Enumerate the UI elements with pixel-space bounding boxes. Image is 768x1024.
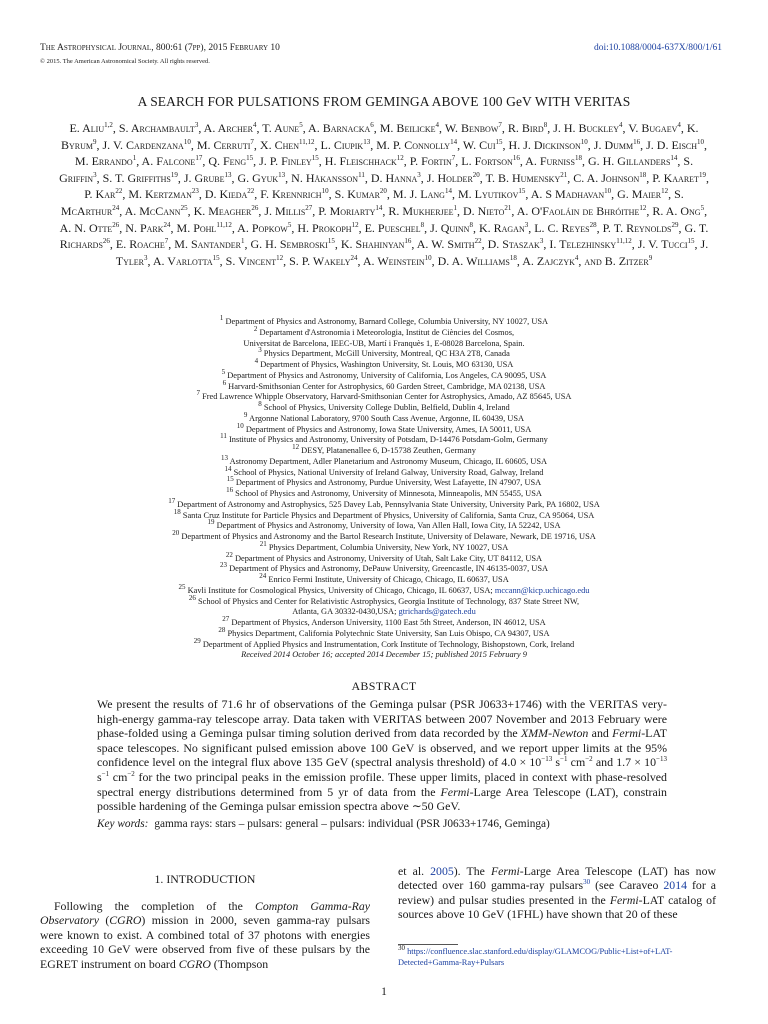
affiliation-text: Harvard-Smithsonian Center for Astrophysics, 60 Garden Street, Cambridge, MA 02138, USA [228, 381, 546, 391]
paper-title: A SEARCH FOR PULSATIONS FROM GEMINGA ABOVE 100 GeV WITH VERITAS [137, 94, 631, 109]
affiliation-number: 28 [218, 625, 226, 634]
affiliation-text: Astronomy Department, Adler Planetarium and Astronomy Museum, Chicago, IL 60605, USA [229, 456, 548, 466]
section-heading-introduction: 1. INTRODUCTION [154, 872, 256, 886]
affiliation-line [40, 486, 728, 500]
affiliation-text: Department of Physics and Astronomy and the Bartol Research Institute, University of Delaware, Newark, DE 19716, USA [181, 532, 596, 541]
keywords [97, 818, 697, 830]
intro-paragraph-right: et al. 2005). The Fermi-Large Area Telescope (LAT) has now detected over 160 gamma-ray pulsars$^{30}$ (see Caraveo 2014 for a review) and pulsar studies presented in the Fermi-LAT catalog of sources above 10 GeV (1FHL) have shown that 20 of these [398, 864, 717, 922]
affiliation-line [40, 572, 728, 586]
affiliation-line [40, 378, 728, 393]
affiliation-text: Department of Physics and Astronomy, University of California, Los Angeles, CA 90095, USA [227, 370, 547, 380]
footnote-number: 30 [398, 944, 405, 953]
copyright-notice: © 2015. The American Astronomical Society. All rights reserved. [40, 58, 210, 65]
affiliation-text: Department of Physics, Anderson University, 1100 East 5th Street, Anderson, IN 46012, USA [231, 618, 546, 627]
affiliation-text: Fred Lawrence Whipple Observatory, Harvard-Smithsonian Center for Astrophysics, Amado, AZ 85645, USA [202, 392, 572, 402]
affiliation-number: 23 [219, 561, 227, 570]
keywords-text: gamma rays: stars – pulsars: general – pulsars: individual (PSR J0633+1746, Geminga) [154, 818, 550, 830]
affiliation-text: Department of Physics and Astronomy, DePauw University, Greencastle, IN 46135-0037, USA [229, 564, 549, 574]
affiliation-text: Department of Physics and Astronomy, Iowa State University, Ames, IA 50011, USA [245, 424, 532, 434]
affiliation-text: Department of Physics and Astronomy, Purdue University, West Lafayette, IN 47907, USA [235, 478, 542, 488]
affiliation-line [40, 400, 728, 414]
affiliation-line [40, 561, 728, 575]
journal-citation: The Astrophysical Journal, 800:61 (7pp), 2015 February 10 [40, 43, 280, 53]
affiliation-number: 21 [259, 539, 267, 548]
affiliation-text: Department of Physics and Astronomy, University of Iowa, Van Allen Hall, Iowa City, IA 52242, USA [216, 521, 561, 531]
affiliation-text: Physics Department, California Polytechnic State University, San Luis Obispo, CA 94307, USA [227, 628, 550, 638]
affiliation-line [40, 464, 728, 479]
affiliation-text: Department of Applied Physics and Instrumentation, Cork Institute of Technology, Bishopstown, Cork, Ireland [202, 639, 575, 649]
affiliation-text: School of Physics and Astronomy, University of Minnesota, Minneapolis, MN 55455, USA [235, 489, 542, 498]
affiliation-number: 18 [173, 507, 181, 516]
citation-link[interactable]: 2005 [430, 864, 454, 878]
affiliation-line [40, 339, 728, 350]
page-number: 1 [381, 986, 387, 998]
affiliation-text: Department of Physics, Washington University, St. Louis, MO 63130, USA [260, 360, 514, 369]
affiliation-line [40, 410, 728, 425]
affiliation-number: 7 [196, 389, 201, 398]
affiliation-line [40, 357, 728, 371]
affiliation-number: 1 [219, 314, 224, 323]
affiliation-line [40, 529, 728, 543]
affiliation-text: DESY, Platanenallee 6, D-15738 Zeuthen, Germany [301, 446, 476, 455]
affiliation-number: 24 [259, 572, 267, 581]
doi-link-text[interactable]: doi:10.1088/0004-637X/800/1/61 [594, 43, 722, 53]
affiliation-number: 19 [207, 518, 215, 527]
affiliation-line [40, 582, 728, 597]
affiliation-line [40, 518, 728, 532]
intro-paragraph-left: Following the completion of the Compton Gamma-Ray Observatory (CGRO) mission in 2000, seven gamma-ray pulsars were known to exist. A combined total of 37 photons with energies exceeding 10 GeV were observed from five of these pulsars by the EGRET instrument on board CGRO (Thompson [40, 899, 370, 971]
affiliation-line [40, 615, 728, 629]
citation-link[interactable]: 2014 [663, 878, 687, 893]
affiliation-number: 2 [253, 324, 258, 333]
affiliation-text: Physics Department, Columbia University, New York, NY 10027, USA [268, 542, 509, 552]
affiliation-text: Institute of Physics and Astronomy, University of Potsdam, D-14476 Potsdam-Golm, Germany [228, 435, 548, 445]
affiliation-line [40, 625, 728, 640]
affiliation-text: Universitat de Barcelona, IEEC-UB, Martí i Franquès 1, E-08028 Barcelona, Spain. [243, 338, 525, 348]
affiliation-items [40, 314, 728, 650]
footnote-30 [398, 944, 716, 968]
affiliation-text: Argonne National Laboratory, 9700 South Cass Avenue, Argonne, IL 60439, USA [249, 413, 525, 423]
affiliation-number: 8 [258, 400, 262, 409]
affiliation-text: Atlanta, GA 30332-0430,USA; [292, 607, 399, 617]
affiliation-list [40, 314, 728, 661]
affiliation-line [40, 314, 728, 328]
keywords-label: Key words: [97, 818, 149, 830]
affiliation-text: School of Physics, National University of Ireland Galway, University Road, Galway, Ireland [233, 467, 544, 477]
affiliation-number: 20 [172, 529, 180, 538]
citation-link[interactable]: 30 [583, 878, 591, 887]
affiliation-line [40, 475, 728, 489]
affiliation-text: Santa Cruz Institute for Particle Physics and Department of Physics, University of California, Santa Cruz, CA 95064, USA [182, 510, 595, 520]
affiliation-number: 22 [225, 550, 233, 559]
affiliation-number: 9 [243, 410, 248, 419]
affiliation-number: 13 [220, 453, 228, 462]
affiliation-line [40, 432, 728, 446]
affiliation-line [40, 636, 728, 651]
affiliation-line [40, 443, 728, 457]
affiliation-text: Kavli Institute for Cosmological Physics, University of Chicago, Chicago, IL 60637, USA; [187, 585, 495, 595]
affiliation-text: Enrico Fermi Institute, University of Chicago, Chicago, IL 60637, USA [268, 575, 509, 584]
affiliation-line [40, 593, 728, 608]
affiliation-email-link[interactable]: gtrichards@gatech.edu [398, 607, 476, 617]
affiliation-text: Department of Physics and Astronomy, Barnard College, Columbia University, NY 10027, USA [225, 317, 549, 326]
affiliation-number: 25 [178, 582, 186, 591]
abstract-heading: ABSTRACT [351, 679, 417, 693]
affiliation-line [40, 539, 728, 554]
affiliation-line [40, 507, 728, 522]
affiliation-number: 4 [254, 357, 259, 366]
affiliation-line [40, 389, 728, 403]
affiliation-line [40, 367, 728, 382]
affiliation-line [40, 324, 728, 339]
affiliation-number: 14 [224, 464, 232, 473]
affiliation-line [40, 346, 728, 360]
footnote-link[interactable]: https://confluence.slac.stanford.edu/display/GLAMCOG/Public+List+of+LAT-Detected+Gamma-Ray+Pulsars [398, 947, 673, 967]
affiliation-number: 6 [222, 378, 227, 387]
received-dates: Received 2014 October 16; accepted 2014 December 15; published 2015 February 9 [241, 650, 527, 660]
affiliation-number: 12 [292, 443, 300, 452]
footnote-divider [398, 944, 458, 945]
affiliation-text: Departament d'Astronomia i Meteorologia, Institut de Ciències del Cosmos, [259, 327, 515, 337]
affiliation-line [40, 607, 728, 618]
affiliation-number: 10 [236, 421, 244, 430]
affiliation-number: 15 [226, 475, 234, 484]
affiliation-line [40, 421, 728, 436]
affiliation-text: Department of Physics and Astronomy, University of Utah, Salt Lake City, UT 84112, USA [234, 553, 543, 563]
affiliation-number: 3 [258, 346, 262, 355]
author-list: E. Aliu$^{1,2}$, S. Archambault$^3$, A. Archer$^4$, T. Aune$^5$, A. Barnacka$^6$, M. Beilicke$^4$, W. Benbow$^7$, R. Bird$^8$, J. H. Buckley$^4$, V. Bugaev$^4$, K. Byrum$^9$, J. V. Cardenzana$^{10}$, M. Cerruti$^7$, X. Chen$^{11,12}$, L. Ciupik$^{13}$, M. P. Connolly$^{14}$, W. Cui$^{15}$, H. J. Dickinson$^{10}$, J. Dumm$^{16}$, J. D. Eisch$^{10}$, M. Errando$^1$, A. Falcone$^{17}$, Q. Feng$^{15}$, J. P. Finley$^{15}$, H. Fleischhack$^{12}$, P. Fortin$^7$, L. Fortson$^{16}$, A. Furniss$^{18}$, G. H. Gillanders$^{14}$, S. Griffin$^3$, S. T. Griffiths$^{19}$, J. Grube$^{13}$, G. Gyuk$^{13}$, N. Håkansson$^{11}$, D. Hanna$^3$, J. Holder$^{20}$, T. B. Humensky$^{21}$, C. A. Johnson$^{18}$, P. Kaaret$^{19}$, P. Kar$^{22}$, M. Kertzman$^{23}$, D. Kieda$^{22}$, F. Krennrich$^{10}$, S. Kumar$^{20}$, M. J. Lang$^{14}$, M. Lyutikov$^{15}$, A. S Madhavan$^{10}$, G. Maier$^{12}$, S. McArthur$^{24}$, A. McCann$^{25}$, K. Meagher$^{26}$, J. Millis$^{27}$, P. Moriarty$^{14}$, R. Mukherjee$^1$, D. Nieto$^{21}$, A. O'Faoláin de Bhróithe$^{12}$, R. A. Ong$^5$, A. N. Otte$^{26}$, N. Park$^{24}$, M. Pohl$^{11,12}$, A. Popkow$^5$, H. Prokoph$^{12}$, E. Pueschel$^8$, J. Quinn$^8$, K. Ragan$^3$, L. C. Reyes$^{28}$, P. T. Reynolds$^{29}$, G. T. Richards$^{26}$, E. Roache$^7$, M. Santander$^1$, G. H. Sembroski$^{15}$, K. Shahinyan$^{16}$, A. W. Smith$^{22}$, D. Staszak$^3$, I. Telezhinsky$^{11,12}$, J. V. Tucci$^{15}$, J. Tyler$^3$, A. Varlotta$^{15}$, S. Vincent$^{12}$, S. P. Wakely$^{24}$, A. Weinstein$^{10}$, D. A. Williams$^{18}$, A. Zajczyk$^4$, and B. Zitzer$^9$ [59, 121, 709, 268]
affiliation-text: Department of Astronomy and Astrophysics, 525 Davey Lab, Pennsylvania State University, University Park, PA 16802, USA [177, 499, 600, 509]
doi-link[interactable] [594, 43, 722, 53]
abstract-body: We present the results of 71.6 hr of observations of the Geminga pulsar (PSR J0633+1746) with the VERITAS very-high-energy gamma-ray telescope array. Data taken with VERITAS between 2007 November and 2013 February were phase-folded using a Geminga pulsar timing solution derived from data recorded by the XMM-Newton and Fermi-LAT space telescopes. No significant pulsed emission above 100 GeV is observed, and we report upper limits at the 95% confidence level on the integral flux above 135 GeV (spectral analysis threshold) of $4.0 \times 10^{-13}$ $s^{-1}$ $cm^{-2}$ and $1.7 \times 10^{-13}$ $s^{-1}$ $cm^{-2}$ for the two principal peaks in the emission profile. These upper limits, placed in context with phase-resolved spectral energy distributions determined from 5 yr of data from the Fermi-Large Area Telescope (LAT), constrain possible hardening of the Geminga pulsar emission spectra above ∼50 GeV. [97, 697, 667, 814]
journal-header [40, 43, 280, 53]
affiliation-line [40, 453, 728, 468]
affiliation-number: 27 [222, 615, 230, 624]
affiliation-number: 11 [220, 432, 227, 441]
affiliation-number: 29 [193, 636, 201, 645]
affiliation-line [40, 550, 728, 565]
affiliation-number: 5 [221, 367, 226, 376]
affiliation-number: 16 [226, 486, 234, 495]
affiliation-number: 17 [168, 496, 176, 505]
affiliation-number: 26 [188, 593, 196, 602]
affiliation-text: Physics Department, McGill University, Montreal, QC H3A 2T8, Canada [263, 349, 510, 359]
affiliation-email-link[interactable]: mccann@kicp.uchicago.edu [494, 585, 590, 595]
affiliation-text: School of Physics, University College Dublin, Belfield, Dublin 4, Ireland [263, 403, 510, 412]
affiliation-text: School of Physics and Center for Relativistic Astrophysics, Georgia Institute of Technology, 837 State Street NW, [197, 596, 580, 606]
affiliation-line [40, 496, 728, 511]
